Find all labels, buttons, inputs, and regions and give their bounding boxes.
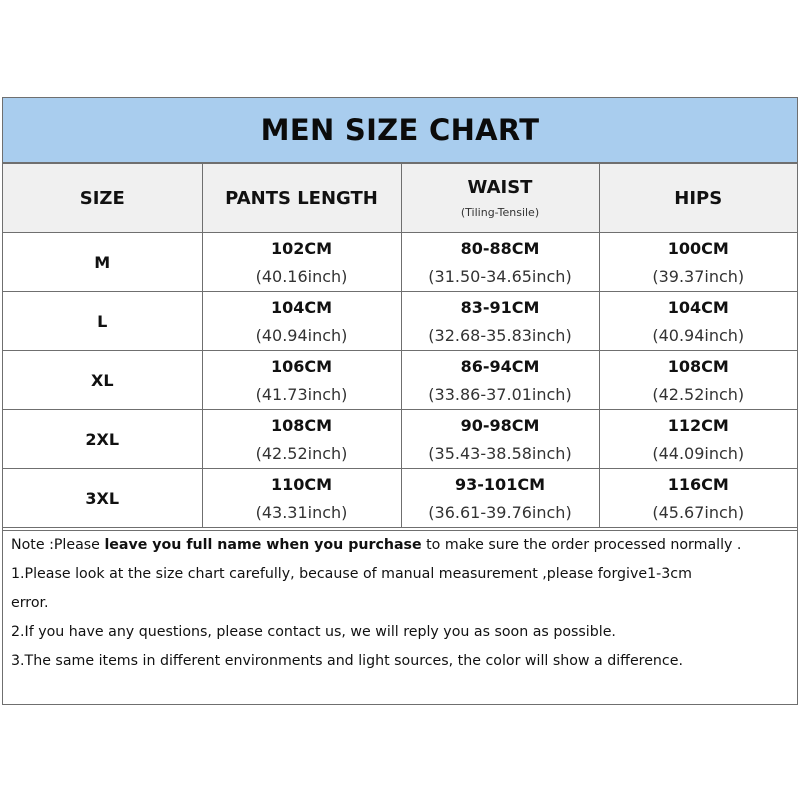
size-cell: M xyxy=(3,233,202,292)
header-row xyxy=(3,164,797,233)
note-item-3: 3.The same items in different environments and light sources, the color will show a difference. xyxy=(11,653,683,669)
header-waist xyxy=(401,164,599,233)
note-bold: leave you full name when you purchase xyxy=(104,537,422,553)
hips-cell-inch: (39.37inch) xyxy=(652,267,745,286)
note-item-1b: error. xyxy=(11,595,49,611)
waist-cell xyxy=(401,410,599,469)
waist-cell-cm: 90-98CM xyxy=(460,416,540,435)
waist-cell-inch: (36.61-39.76inch) xyxy=(428,503,572,522)
pants-length-cell xyxy=(202,351,401,410)
waist-cell xyxy=(401,469,599,528)
table-body xyxy=(3,233,797,528)
header-pants-length: PANTS LENGTH xyxy=(202,164,401,233)
table-row xyxy=(3,351,797,410)
pants-length-cell xyxy=(202,469,401,528)
waist-cell-cm: 80-88CM xyxy=(460,239,540,258)
hips-cell-cm: 100CM xyxy=(667,239,729,258)
pants-length-cell xyxy=(202,292,401,351)
pants-length-cell-cm: 102CM xyxy=(270,239,333,258)
notes-section xyxy=(3,530,797,676)
header-waist-label: WAIST xyxy=(467,177,533,198)
waist-cell-cm: 86-94CM xyxy=(460,357,540,376)
chart-title-bar xyxy=(3,98,797,163)
note-suffix: to make sure the order processed normally . xyxy=(421,537,742,553)
waist-cell-cm: 93-101CM xyxy=(455,475,545,494)
waist-cell-cm: 83-91CM xyxy=(460,298,540,317)
table-row xyxy=(3,292,797,351)
pants-length-cell-inch: (41.73inch) xyxy=(255,385,348,404)
hips-cell-cm: 104CM xyxy=(667,298,729,317)
note-line xyxy=(3,531,797,560)
pants-length-cell-inch: (40.16inch) xyxy=(255,267,348,286)
size-chart xyxy=(2,97,798,705)
pants-length-cell-inch: (40.94inch) xyxy=(255,326,348,345)
pants-length-cell-cm: 106CM xyxy=(270,357,333,376)
chart-title: MEN SIZE CHART xyxy=(260,113,540,147)
waist-cell xyxy=(401,233,599,292)
hips-cell-inch: (40.94inch) xyxy=(652,326,745,345)
note-item-2: 2.If you have any questions, please contact us, we will reply you as soon as possible. xyxy=(11,624,616,640)
waist-cell xyxy=(401,292,599,351)
table-row xyxy=(3,469,797,528)
hips-cell-cm: 112CM xyxy=(667,416,729,435)
hips-cell-inch: (42.52inch) xyxy=(652,385,745,404)
size-table xyxy=(3,163,797,528)
pants-length-cell-cm: 110CM xyxy=(270,475,333,494)
pants-length-cell xyxy=(202,410,401,469)
size-cell: XL xyxy=(3,351,202,410)
size-cell: 2XL xyxy=(3,410,202,469)
pants-length-cell-inch: (42.52inch) xyxy=(255,444,348,463)
size-cell: L xyxy=(3,292,202,351)
hips-cell xyxy=(599,292,797,351)
pants-length-cell-cm: 104CM xyxy=(270,298,333,317)
hips-cell-cm: 108CM xyxy=(667,357,729,376)
hips-cell xyxy=(599,351,797,410)
hips-cell-cm: 116CM xyxy=(667,475,729,494)
waist-cell-inch: (32.68-35.83inch) xyxy=(428,326,572,345)
header-waist-sublabel: (Tiling-Tensile) xyxy=(460,206,540,219)
pants-length-cell xyxy=(202,233,401,292)
waist-cell-inch: (31.50-34.65inch) xyxy=(428,267,572,286)
hips-cell-inch: (44.09inch) xyxy=(652,444,745,463)
note-item-1a: 1.Please look at the size chart carefully, because of manual measurement ,please forgive1-3cm xyxy=(11,566,692,582)
header-size: SIZE xyxy=(3,164,202,233)
waist-cell-inch: (33.86-37.01inch) xyxy=(428,385,572,404)
table-row xyxy=(3,410,797,469)
pants-length-cell-inch: (43.31inch) xyxy=(255,503,348,522)
size-cell: 3XL xyxy=(3,469,202,528)
hips-cell xyxy=(599,410,797,469)
pants-length-cell-cm: 108CM xyxy=(270,416,333,435)
hips-cell xyxy=(599,469,797,528)
header-hips: HIPS xyxy=(599,164,797,233)
hips-cell-inch: (45.67inch) xyxy=(652,503,745,522)
waist-cell xyxy=(401,351,599,410)
waist-cell-inch: (35.43-38.58inch) xyxy=(428,444,572,463)
hips-cell xyxy=(599,233,797,292)
table-row xyxy=(3,233,797,292)
note-prefix: Note :Please xyxy=(11,537,105,553)
